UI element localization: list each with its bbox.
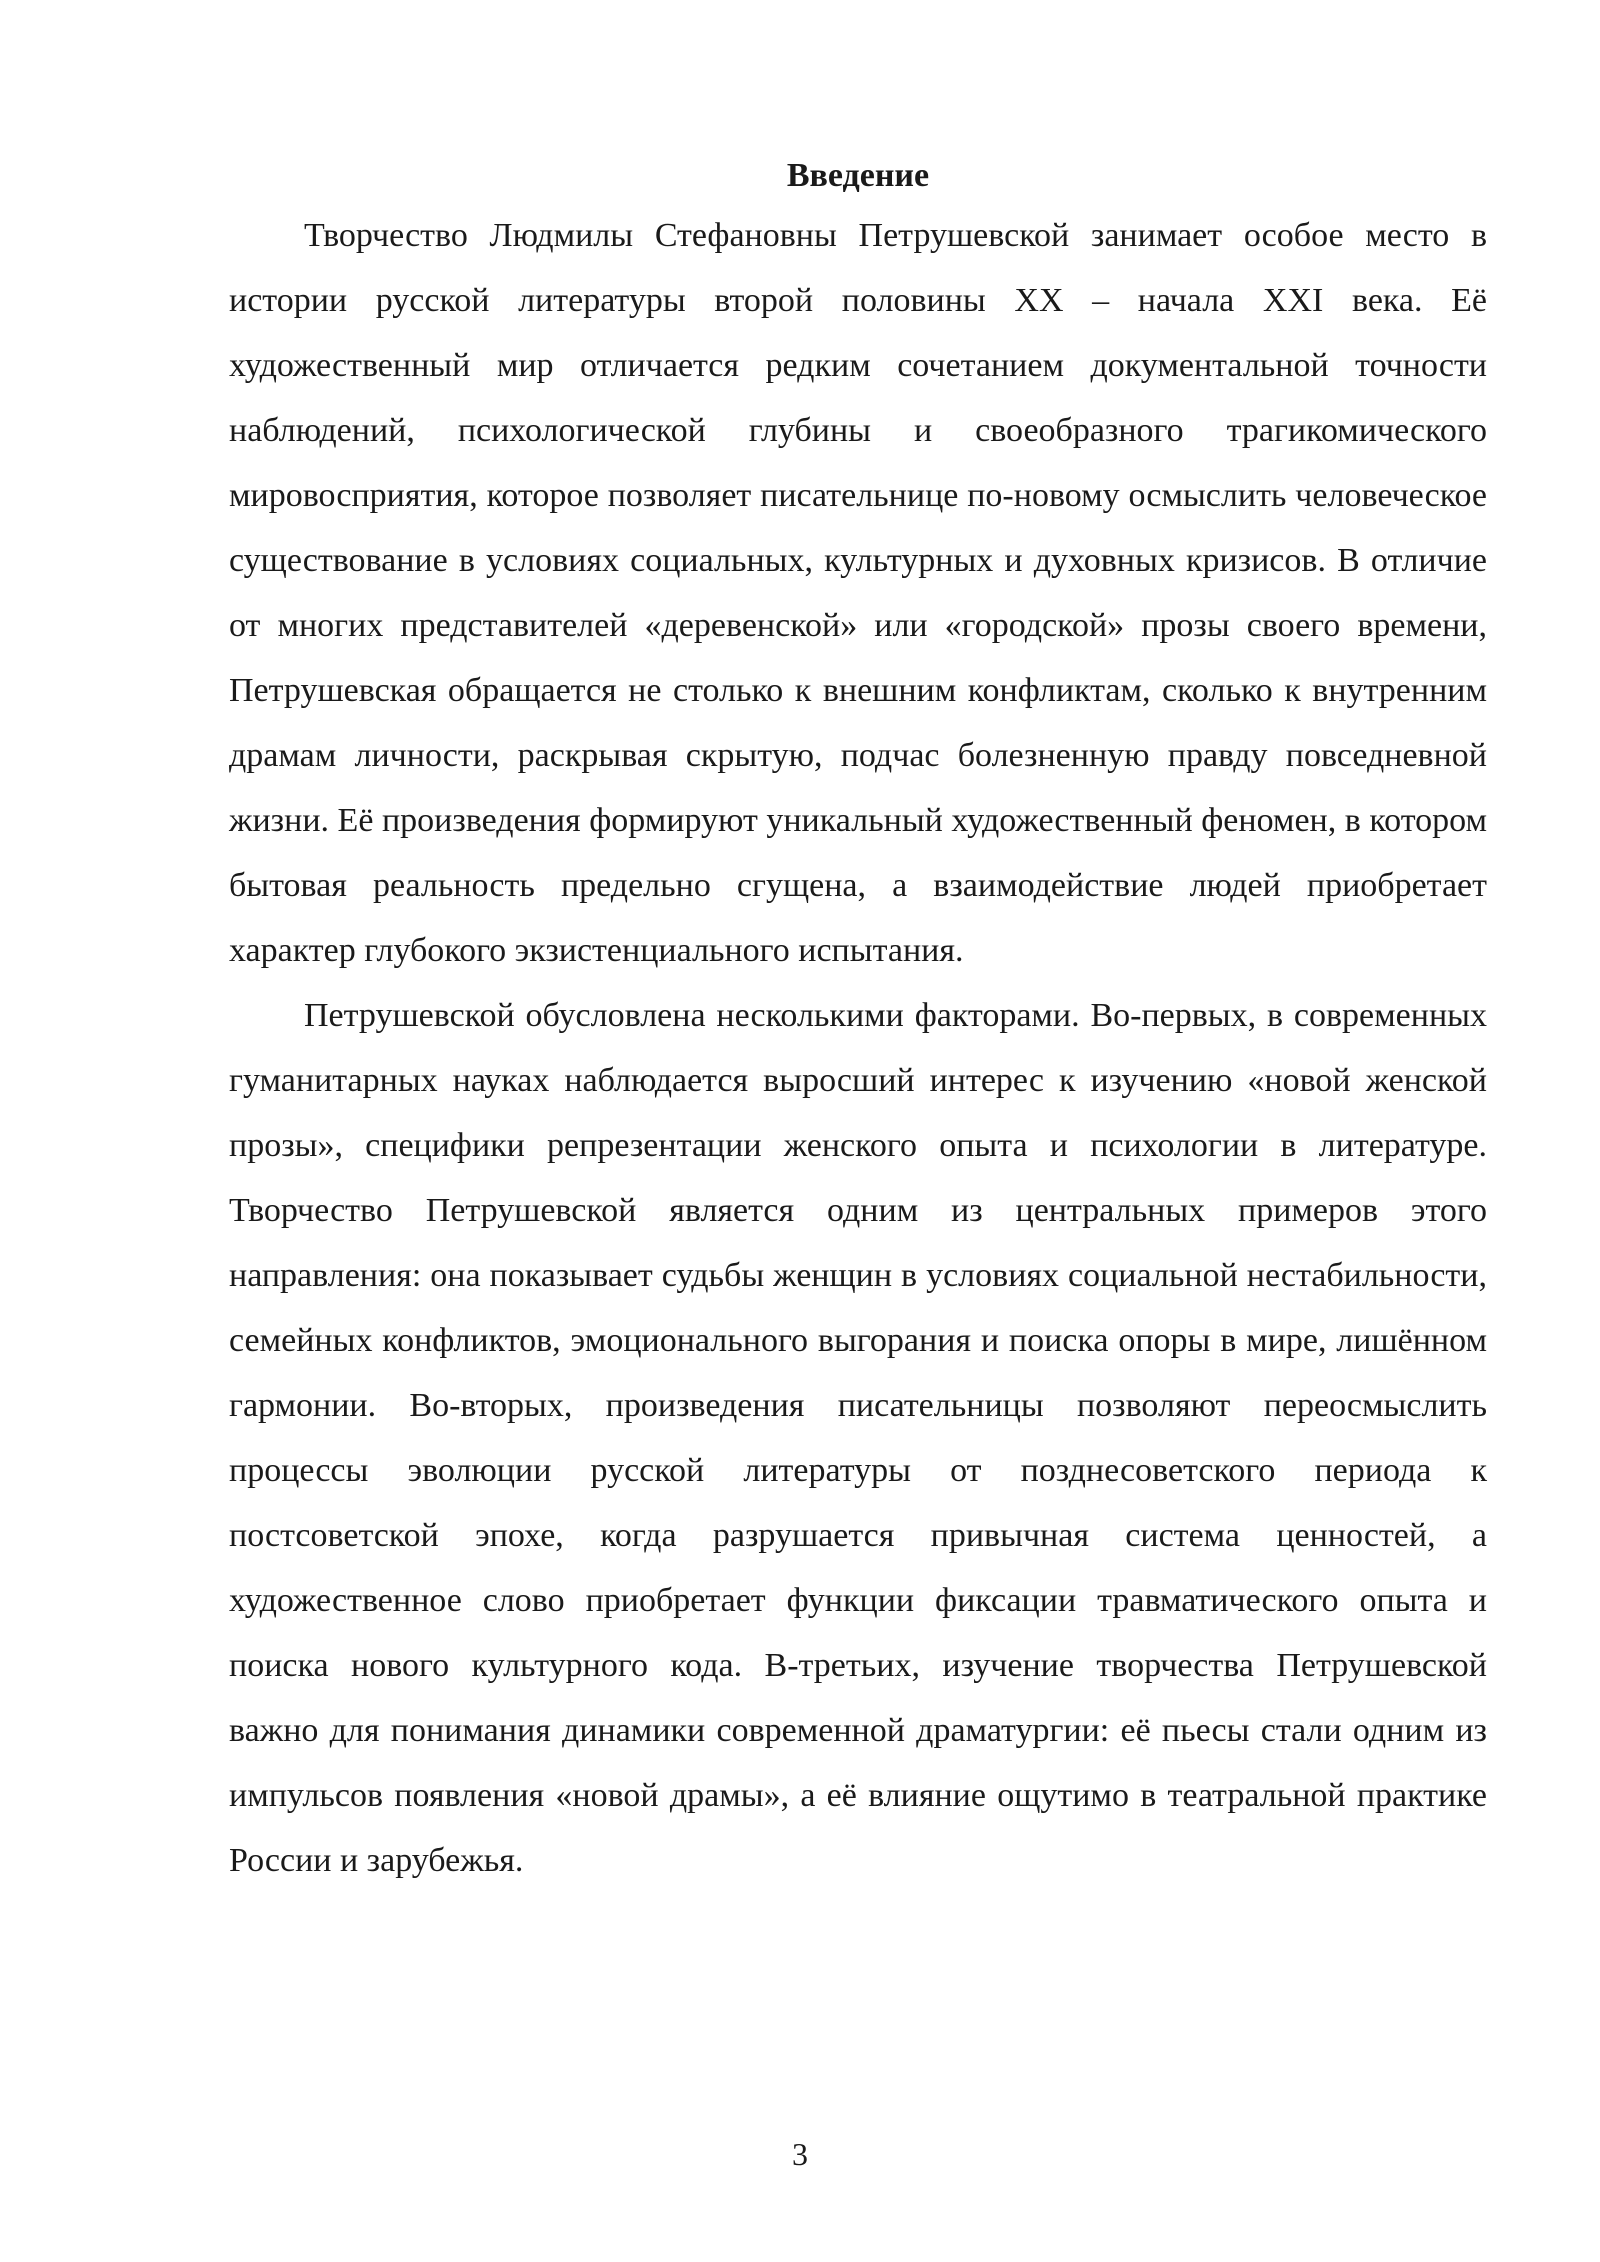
paragraph-2: Петрушевской обусловлена несколькими факторами. Во-первых, в современных гуманитарных науках наблюдается выросший интерес к изучению «новой женской прозы», специфики репрезентации женского опыта и психологии в литературе. Творчество Петрушевской является одним из центральных примеров этого направления: она показывает судьбы женщин в условиях социальной нестабильности, семейных конфликтов, эмоционального выгорания и поиска опоры в мире, лишённом гармонии. Во-вторых, произведения писательницы позволяют переосмыслить процессы эволюции русской литературы от позднесоветского периода к постсоветской эпохе, когда разрушается привычная система ценностей, а художественное слово приобретает функции фиксации травматического опыта и поиска нового культурного кода. В-третьих, изучение творчества Петрушевской важно для понимания динамики современной драматургии: её пьесы стали одним из импульсов появления «новой драмы», а её влияние ощутимо в театральной практике России и зарубежья. [229,997,1487,1879]
page-number: 3 [792,2136,808,2172]
paragraph-1: Творчество Людмилы Стефановны Петрушевской занимает особое место в истории русской литературы второй половины XX – начала XXI века. Её художественный мир отличается редким сочетанием документальной точности наблюдений, психологической глубины и своеобразного трагикомического мировосприятия, которое позволяет писательнице по-новому осмыслить человеческое существование в условиях социальных, культурных и духовных кризисов. В отличие от многих представителей «деревенской» или «городской» прозы своего времени, Петрушевская обращается не столько к внешним конфликтам, сколько к внутренним драмам личности, раскрывая скрытую, подчас болезненную правду повседневной жизни. Её произведения формируют уникальный художественный феномен, в котором бытовая реальность предельно сгущена, а взаимодействие людей приобретает характер глубокого экзистенциального испытания. [229,217,1487,969]
document-body [229,148,1487,1893]
page-title: Введение [786,157,930,194]
